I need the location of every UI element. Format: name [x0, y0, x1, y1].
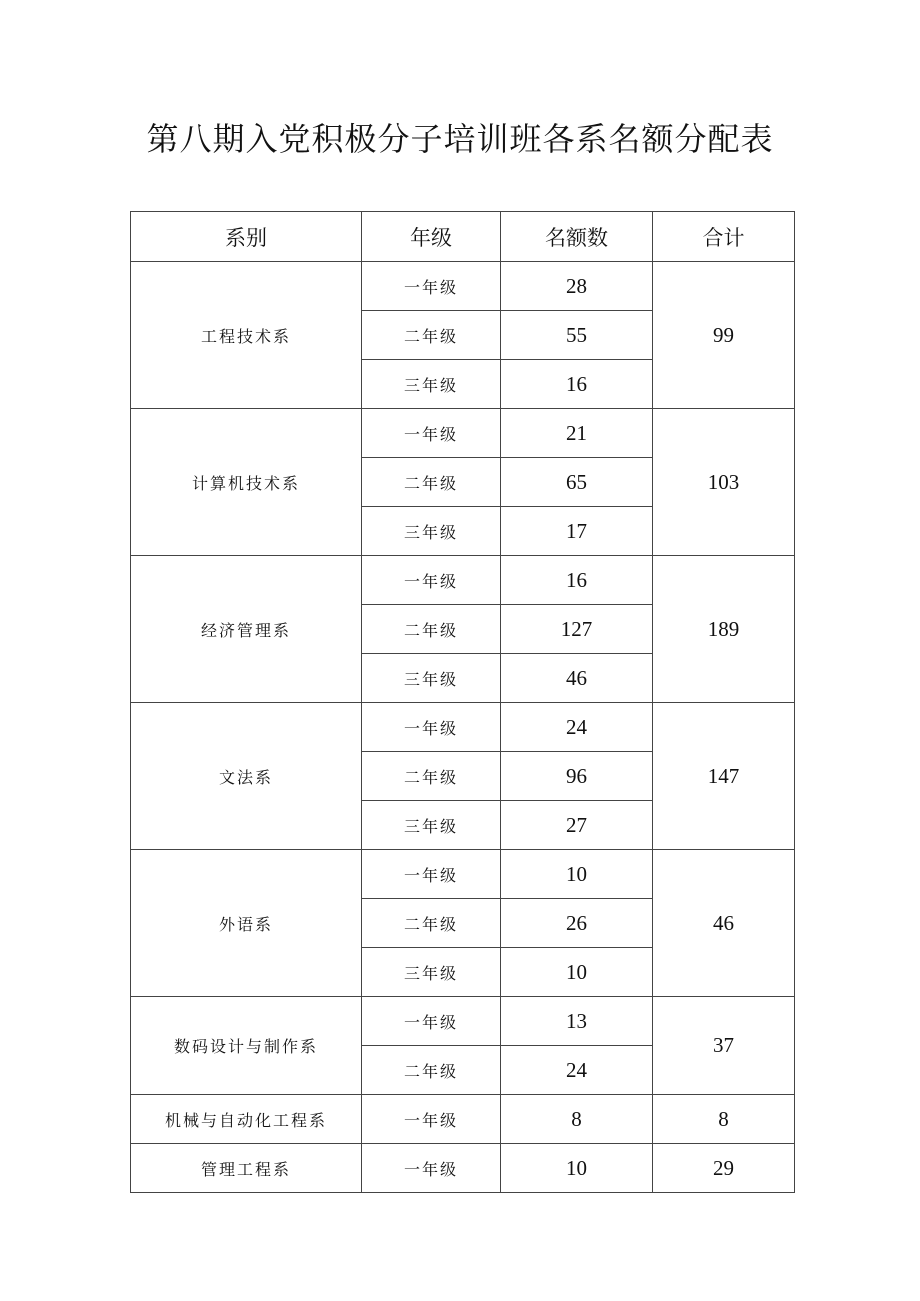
grade-cell: 一年级	[362, 1144, 501, 1193]
quota-cell: 21	[501, 409, 653, 458]
quota-cell: 10	[501, 850, 653, 899]
table-row	[131, 1144, 795, 1193]
grade-cell: 二年级	[362, 1046, 501, 1095]
table-row	[131, 1095, 795, 1144]
dept-name: 文法系	[131, 703, 362, 850]
grade-cell: 三年级	[362, 360, 501, 409]
quota-cell: 24	[501, 1046, 653, 1095]
quota-cell: 13	[501, 997, 653, 1046]
table-row	[131, 703, 795, 752]
dept-name: 数码设计与制作系	[131, 997, 362, 1095]
quota-cell: 24	[501, 703, 653, 752]
dept-name: 经济管理系	[131, 556, 362, 703]
grade-cell: 二年级	[362, 899, 501, 948]
quota-cell: 10	[501, 1144, 653, 1193]
page-title: 第八期入党积极分子培训班各系名额分配表	[146, 120, 774, 158]
total-cell: 103	[653, 409, 795, 556]
quota-cell: 28	[501, 262, 653, 311]
table-row	[131, 409, 795, 458]
grade-cell: 一年级	[362, 1095, 501, 1144]
quota-cell: 16	[501, 360, 653, 409]
quota-cell: 8	[501, 1095, 653, 1144]
grade-cell: 二年级	[362, 605, 501, 654]
quota-cell: 10	[501, 948, 653, 997]
quota-cell: 96	[501, 752, 653, 801]
dept-name: 工程技术系	[131, 262, 362, 409]
table-row	[131, 997, 795, 1046]
header-row	[131, 212, 795, 262]
quota-cell: 65	[501, 458, 653, 507]
grade-cell: 三年级	[362, 654, 501, 703]
grade-cell: 一年级	[362, 850, 501, 899]
header-quota: 名额数	[501, 212, 653, 262]
header-grade: 年级	[362, 212, 501, 262]
quota-cell: 46	[501, 654, 653, 703]
total-cell: 189	[653, 556, 795, 703]
dept-name: 机械与自动化工程系	[131, 1095, 362, 1144]
quota-cell: 17	[501, 507, 653, 556]
dept-name: 外语系	[131, 850, 362, 997]
total-cell: 99	[653, 262, 795, 409]
header-total: 合计	[653, 212, 795, 262]
table-row	[131, 556, 795, 605]
grade-cell: 一年级	[362, 556, 501, 605]
grade-cell: 一年级	[362, 262, 501, 311]
quota-cell: 16	[501, 556, 653, 605]
grade-cell: 二年级	[362, 752, 501, 801]
grade-cell: 一年级	[362, 409, 501, 458]
total-cell: 37	[653, 997, 795, 1095]
dept-name: 计算机技术系	[131, 409, 362, 556]
total-cell: 147	[653, 703, 795, 850]
grade-cell: 三年级	[362, 507, 501, 556]
total-cell: 8	[653, 1095, 795, 1144]
quota-table	[130, 211, 795, 1193]
table-row	[131, 262, 795, 311]
quota-cell: 27	[501, 801, 653, 850]
header-dept: 系别	[131, 212, 362, 262]
grade-cell: 三年级	[362, 948, 501, 997]
grade-cell: 二年级	[362, 458, 501, 507]
total-cell: 29	[653, 1144, 795, 1193]
quota-cell: 127	[501, 605, 653, 654]
grade-cell: 一年级	[362, 997, 501, 1046]
quota-cell: 26	[501, 899, 653, 948]
grade-cell: 二年级	[362, 311, 501, 360]
table-row	[131, 850, 795, 899]
grade-cell: 一年级	[362, 703, 501, 752]
quota-cell: 55	[501, 311, 653, 360]
dept-name: 管理工程系	[131, 1144, 362, 1193]
grade-cell: 三年级	[362, 801, 501, 850]
total-cell: 46	[653, 850, 795, 997]
